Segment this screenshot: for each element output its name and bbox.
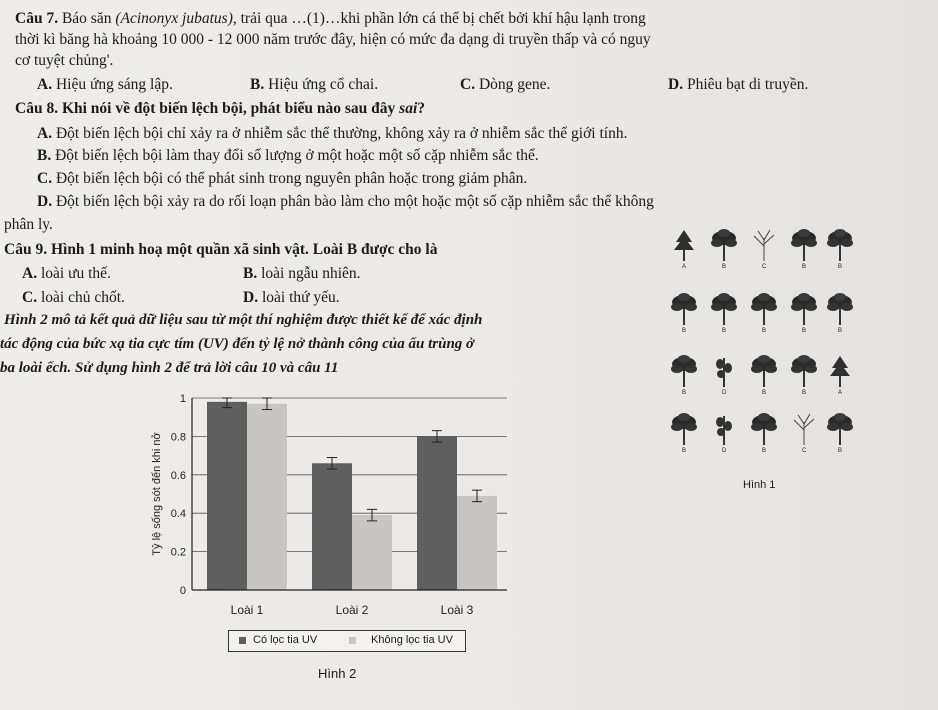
q9-option-b[interactable]: [243, 264, 361, 283]
chart-legend: [228, 630, 466, 652]
tree-label: B: [682, 390, 687, 396]
tree-label: D: [722, 448, 727, 454]
tree-icon-species-b: [669, 412, 699, 446]
tree-label: B: [838, 328, 843, 334]
tree-label: B: [762, 448, 767, 454]
q8-option-c[interactable]: [37, 169, 527, 188]
tree-label: A: [682, 264, 687, 270]
q8-option-b[interactable]: [37, 146, 539, 165]
x-tick-label: Loài 1: [230, 603, 264, 617]
tree-label: C: [802, 448, 807, 454]
q9-option-c[interactable]: [22, 288, 125, 307]
tree-icon-species-c: [749, 228, 779, 262]
tree-label: B: [802, 328, 807, 334]
q8-option-a-key: A.: [37, 125, 53, 142]
tree-icon-species-d: [709, 412, 739, 446]
tree-icon-species-a: [825, 354, 855, 388]
tree-label: B: [682, 328, 687, 334]
q7-option-b-key: B.: [250, 76, 265, 93]
q7-option-a-text: Hiệu ứng sáng lập.: [55, 76, 173, 93]
q9-option-d[interactable]: [243, 288, 340, 307]
tree-label: B: [682, 448, 687, 454]
q8-option-d-continued: phân ly.: [4, 216, 53, 233]
tree-label: B: [762, 390, 767, 396]
y-tick-label: 0.2: [170, 546, 186, 559]
question-7-title: Câu 7.: [15, 10, 59, 27]
figure-2-caption: Hình 2: [318, 666, 357, 681]
q8-option-d-key: D.: [37, 193, 53, 210]
figure-2-intro-line-3: ba loài ếch. Sử dụng hình 2 để trả lời câu 10 và câu 11: [0, 360, 339, 376]
tree-icon-species-c: [789, 412, 819, 446]
tree-label: C: [762, 264, 767, 270]
q8-option-b-key: B.: [37, 147, 52, 164]
bar-no-uv-filter: [457, 496, 497, 590]
q9-option-b-key: B.: [243, 265, 258, 282]
legend-swatch-no-uv-filter: [349, 637, 356, 644]
q7-option-c[interactable]: [460, 75, 550, 94]
q9-option-c-key: C.: [22, 289, 38, 306]
tree-icon-species-b: [789, 354, 819, 388]
tree-label: B: [722, 264, 727, 270]
tree-icon-species-b: [825, 228, 855, 262]
y-axis-label: Tỷ lệ sống sót đến khi nở: [151, 432, 163, 556]
question-7-text-b: , trải qua …(1)…khi phần lớn cá thể bị chết bởi khí hậu lạnh trong: [232, 10, 646, 27]
q7-option-a-key: A.: [37, 76, 53, 93]
q7-option-d-key: D.: [668, 76, 684, 93]
tree-label: B: [802, 264, 807, 270]
q8-option-d-text: Đột biến lệch bội xảy ra do rối loạn phân bào làm cho một hoặc một số cặp nhiễm sắc thể không: [55, 193, 654, 210]
question-7-text-a: Báo săn: [61, 10, 116, 27]
tree-icon-species-d: [709, 354, 739, 388]
q8-option-d[interactable]: [37, 192, 654, 211]
species-name: (Acinonyx jubatus): [115, 10, 233, 27]
y-tick-label: 0.8: [170, 431, 186, 444]
question-8-stem: [15, 99, 425, 118]
y-tick-label: 0: [179, 585, 186, 597]
tree-icon-species-b: [789, 292, 819, 326]
tree-icon-species-b: [669, 354, 699, 388]
tree-label: B: [762, 328, 767, 334]
question-7-line-2: thời kì băng hà khoảng 10 000 - 12 000 năm trước đây, hiện có mức đa dạng di truyền thấp và có nguy: [15, 31, 651, 48]
tree-label: B: [838, 264, 843, 270]
tree-icon-species-b: [709, 292, 739, 326]
legend-label-no-uv-filter: Không lọc tia UV: [371, 634, 453, 646]
question-7-line-3: cơ tuyệt chủng'.: [15, 52, 114, 69]
tree-icon-species-b: [749, 292, 779, 326]
figure-2-bar-chart: [140, 388, 520, 628]
bar-no-uv-filter: [352, 515, 392, 590]
question-9-stem: [4, 240, 437, 259]
tree-icon-species-b: [709, 228, 739, 262]
x-tick-label: Loài 3: [440, 603, 474, 617]
q8-option-c-text: Đột biến lệch bội có thể phát sinh trong nguyên phân hoặc trong giảm phân.: [55, 170, 528, 187]
question-8-mark: ?: [417, 100, 426, 117]
bar-uv-filter: [417, 436, 457, 590]
y-tick-label: 0.4: [170, 508, 186, 521]
tree-icon-species-b: [669, 292, 699, 326]
q7-option-d-text: Phiêu bạt di truyền.: [686, 76, 809, 93]
question-9-text: Hình 1 minh hoạ một quần xã sinh vật. Loài B được cho là: [50, 241, 438, 258]
q8-option-b-text: Đột biến lệch bội làm thay đổi số lượng ở một hoặc một số cặp nhiễm sắc thể.: [55, 147, 539, 164]
tree-icon-species-b: [825, 412, 855, 446]
x-tick-label: Loài 2: [335, 603, 369, 617]
q7-option-b-text: Hiệu ứng cổ chai.: [268, 76, 379, 93]
q8-option-a[interactable]: [37, 124, 627, 143]
tree-icon-species-b: [789, 228, 819, 262]
q7-option-c-key: C.: [460, 76, 476, 93]
tree-label: A: [838, 390, 843, 396]
q7-option-b[interactable]: [250, 75, 378, 94]
tree-label: B: [802, 390, 807, 396]
q9-option-d-key: D.: [243, 289, 259, 306]
question-7-line-1: [15, 9, 646, 28]
q7-option-a[interactable]: [37, 75, 173, 94]
tree-icon-species-b: [749, 354, 779, 388]
tree-icon-species-b: [749, 412, 779, 446]
figure-2-intro-line-1: Hình 2 mô tả kết quả dữ liệu sau từ một thí nghiệm được thiết kế để xác định: [4, 312, 483, 328]
legend-swatch-uv-filter: [239, 637, 246, 644]
y-tick-label: 1: [179, 393, 186, 405]
q7-option-d[interactable]: [668, 75, 808, 94]
question-8-title: Câu 8.: [15, 100, 59, 117]
q9-option-a[interactable]: [22, 264, 111, 283]
q9-option-c-text: loài chủ chốt.: [40, 289, 125, 306]
tree-label: D: [722, 390, 727, 396]
bar-uv-filter: [312, 463, 352, 590]
q8-option-a-text: Đột biến lệch bội chỉ xảy ra ở nhiễm sắc thể thường, không xảy ra ở nhiễm sắc thể giới tính.: [55, 125, 628, 142]
question-9-title: Câu 9.: [4, 241, 48, 258]
legend-label-uv-filter: Có lọc tia UV: [253, 634, 318, 646]
question-8-text: Khi nói về đột biến lệch bội, phát biểu nào sau đây: [61, 100, 400, 117]
q9-option-b-text: loài ngẫu nhiên.: [261, 265, 361, 282]
q7-option-c-text: Dòng gene.: [478, 76, 551, 93]
tree-icon-species-a: [669, 228, 699, 262]
tree-label: B: [838, 448, 843, 454]
tree-icon-species-b: [825, 292, 855, 326]
bar-uv-filter: [207, 402, 247, 590]
question-8-emphasis: sai: [399, 100, 418, 117]
q8-option-c-key: C.: [37, 170, 53, 187]
figure-1-caption: Hình 1: [743, 479, 776, 491]
y-tick-label: 0.6: [170, 469, 186, 482]
tree-label: B: [722, 328, 727, 334]
q9-option-a-text: loài ưu thế.: [40, 265, 111, 282]
figure-2-intro-line-2: tác động của bức xạ tia cực tím (UV) đến tỷ lệ nở thành công của ấu trùng ở: [0, 336, 475, 352]
q9-option-a-key: A.: [22, 265, 38, 282]
figure-1-community: [665, 226, 865, 496]
bar-no-uv-filter: [247, 404, 287, 590]
q9-option-d-text: loài thứ yếu.: [261, 289, 340, 306]
